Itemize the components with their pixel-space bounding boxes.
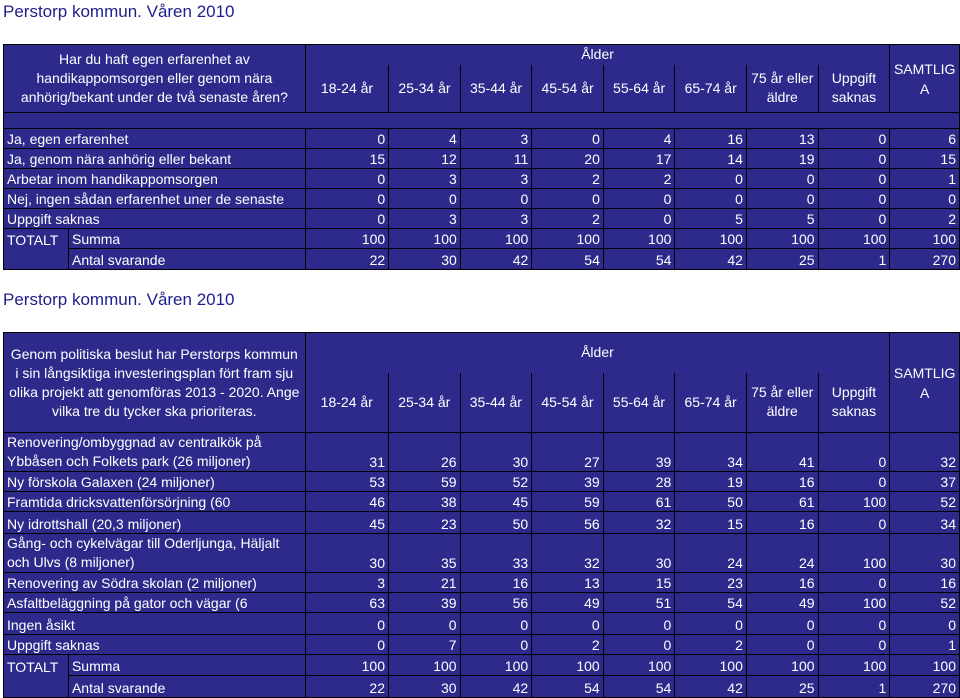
value-cell: 0 — [603, 613, 675, 635]
value-cell: 4 — [603, 129, 675, 149]
table-row — [4, 189, 960, 209]
summa-value: 100 — [532, 655, 604, 676]
value-cell: 0 — [818, 149, 890, 169]
value-cell: 17 — [603, 149, 675, 169]
value-cell: 13 — [746, 129, 818, 149]
row-label: Ny förskola Galaxen (24 miljoner) — [4, 472, 306, 492]
value-cell: 0 — [746, 169, 818, 189]
age-column-header: 65-74 år — [675, 65, 747, 113]
value-cell: 0 — [460, 635, 532, 655]
antal-value: 270 — [890, 676, 960, 698]
antal-value: 22 — [305, 676, 388, 698]
row-label: Renovering av Södra skolan (2 miljoner) — [4, 573, 306, 593]
summa-row — [4, 655, 960, 676]
table-row — [4, 472, 960, 492]
antal-row — [4, 249, 960, 270]
value-cell: 0 — [675, 189, 747, 209]
antal-value: 54 — [532, 676, 604, 698]
row-label: Asfaltbeläggning på gator och vägar (6 — [4, 593, 306, 613]
value-cell: 56 — [460, 593, 532, 613]
value-cell: 46 — [305, 492, 388, 512]
row-label: Gång- och cykelvägar till Oderljunga, Häljalt och Ulvs (8 miljoner) — [4, 534, 306, 573]
value-cell: 1 — [890, 635, 960, 655]
value-cell: 0 — [890, 613, 960, 635]
summa-value: 100 — [675, 655, 747, 676]
value-cell: 59 — [388, 472, 460, 492]
page-title-2: Perstorp kommun. Våren 2010 — [3, 290, 235, 309]
value-cell: 5 — [675, 209, 747, 229]
value-cell: 0 — [460, 613, 532, 635]
antal-value: 1 — [818, 676, 890, 698]
value-cell: 20 — [532, 149, 604, 169]
age-column-header: 55-64 år — [603, 373, 675, 433]
table-row — [4, 149, 960, 169]
row-label: Uppgift saknas — [4, 209, 306, 229]
row-label: Renovering/ombyggnad av centralkök på Ybbåsen och Folkets park (26 miljoner) — [4, 433, 306, 472]
value-cell: 38 — [388, 492, 460, 512]
age-column-header: 18-24 år — [305, 65, 388, 113]
antal-value: 42 — [460, 249, 532, 270]
value-cell: 0 — [818, 129, 890, 149]
table-row — [4, 433, 960, 472]
value-cell: 49 — [746, 593, 818, 613]
value-cell: 59 — [532, 492, 604, 512]
age-column-header: 35-44 år — [460, 373, 532, 433]
value-cell: 30 — [890, 534, 960, 573]
row-label: Ja, genom nära anhörig eller bekant — [4, 149, 306, 169]
summa-value: 100 — [460, 229, 532, 249]
value-cell: 53 — [305, 472, 388, 492]
age-column-header: 75 år eller äldre — [746, 65, 818, 113]
value-cell: 16 — [460, 573, 532, 593]
value-cell: 0 — [746, 613, 818, 635]
age-column-header: Uppgift saknas — [818, 65, 890, 113]
value-cell: 52 — [460, 472, 532, 492]
value-cell: 23 — [388, 512, 460, 534]
table-row — [4, 492, 960, 512]
value-cell: 3 — [389, 169, 461, 189]
value-cell: 52 — [890, 492, 960, 512]
value-cell: 2 — [675, 635, 747, 655]
antal-value: 42 — [675, 249, 747, 270]
value-cell: 0 — [532, 613, 604, 635]
value-cell: 49 — [532, 593, 604, 613]
value-cell: 0 — [818, 573, 890, 593]
antal-value: 42 — [675, 676, 747, 698]
value-cell: 34 — [675, 433, 747, 472]
value-cell: 3 — [305, 573, 388, 593]
summa-value: 100 — [818, 655, 890, 676]
antal-value: 30 — [388, 676, 460, 698]
value-cell: 12 — [389, 149, 461, 169]
value-cell: 50 — [675, 492, 747, 512]
antal-value: 42 — [460, 676, 532, 698]
table-row — [4, 534, 960, 573]
row-label: Uppgift saknas — [4, 635, 306, 655]
summa-value: 100 — [890, 655, 960, 676]
priorities-table — [3, 332, 960, 698]
value-cell: 0 — [818, 635, 890, 655]
totalt-label: TOTALT — [4, 229, 69, 249]
antal-value: 22 — [305, 249, 388, 270]
total-header: SAMTLIGA — [890, 333, 960, 433]
value-cell: 19 — [746, 149, 818, 169]
value-cell: 24 — [746, 534, 818, 573]
value-cell: 0 — [460, 189, 532, 209]
age-column-header: 18-24 år — [305, 373, 388, 433]
age-column-header: 55-64 år — [603, 65, 675, 113]
table-row — [4, 593, 960, 613]
value-cell: 0 — [305, 209, 388, 229]
summa-value: 100 — [305, 655, 388, 676]
value-cell: 30 — [603, 534, 675, 573]
value-cell: 0 — [389, 189, 461, 209]
value-cell: 2 — [890, 209, 960, 229]
value-cell: 13 — [532, 573, 604, 593]
value-cell: 0 — [818, 613, 890, 635]
value-cell: 16 — [890, 573, 960, 593]
value-cell: 0 — [746, 635, 818, 655]
age-group-header: Ålder — [305, 45, 890, 65]
summa-value: 100 — [603, 229, 675, 249]
antal-value: 270 — [890, 249, 960, 270]
age-column-header: 25-34 år — [389, 65, 461, 113]
value-cell: 31 — [305, 433, 388, 472]
table-row — [4, 613, 960, 635]
table-row — [4, 169, 960, 189]
value-cell: 0 — [603, 635, 675, 655]
age-column-header: 45-54 år — [532, 65, 604, 113]
value-cell: 41 — [746, 433, 818, 472]
value-cell: 5 — [746, 209, 818, 229]
value-cell: 35 — [388, 534, 460, 573]
row-label: Framtida dricksvattenförsörjning (60 — [4, 492, 306, 512]
value-cell: 21 — [388, 573, 460, 593]
value-cell: 11 — [460, 149, 532, 169]
value-cell: 2 — [532, 635, 604, 655]
summa-value: 100 — [603, 655, 675, 676]
value-cell: 0 — [818, 433, 890, 472]
summa-label: Summa — [68, 655, 305, 676]
value-cell: 100 — [818, 492, 890, 512]
value-cell: 0 — [818, 512, 890, 534]
age-column-header: 65-74 år — [675, 373, 747, 433]
value-cell: 28 — [603, 472, 675, 492]
value-cell: 0 — [305, 613, 388, 635]
question-cell: Har du haft egen erfarenhet av handikappomsorgen eller genom nära anhörig/bekant under de två senaste åren? — [4, 45, 306, 113]
value-cell: 61 — [603, 492, 675, 512]
question-cell: Genom politiska beslut har Perstorps kommun i sin långsiktiga investeringsplan fört fram sju olika projekt att genomföras 2013 - 2020. Ange vilka tre du tycker ska prioriteras. — [4, 333, 306, 433]
value-cell: 51 — [603, 593, 675, 613]
summa-value: 100 — [818, 229, 890, 249]
value-cell: 0 — [818, 189, 890, 209]
value-cell: 3 — [460, 169, 532, 189]
value-cell: 100 — [818, 534, 890, 573]
value-cell: 0 — [388, 613, 460, 635]
row-label: Ingen åsikt — [4, 613, 306, 635]
value-cell: 0 — [532, 189, 604, 209]
value-cell: 32 — [603, 512, 675, 534]
value-cell: 7 — [388, 635, 460, 655]
summa-value: 100 — [890, 229, 960, 249]
value-cell: 0 — [890, 189, 960, 209]
value-cell: 0 — [532, 129, 604, 149]
age-column-header: 25-34 år — [388, 373, 460, 433]
table-row — [4, 573, 960, 593]
value-cell: 50 — [460, 512, 532, 534]
value-cell: 0 — [746, 189, 818, 209]
value-cell: 3 — [460, 129, 532, 149]
value-cell: 15 — [603, 573, 675, 593]
value-cell: 30 — [305, 534, 388, 573]
value-cell: 0 — [818, 472, 890, 492]
total-header: SAMTLIGA — [890, 45, 960, 113]
value-cell: 16 — [675, 129, 747, 149]
value-cell: 45 — [305, 512, 388, 534]
page-title-1: Perstorp kommun. Våren 2010 — [3, 2, 235, 21]
value-cell: 39 — [532, 472, 604, 492]
row-label: Ny idrottshall (20,3 miljoner) — [4, 512, 306, 534]
antal-label: Antal svarande — [68, 676, 305, 698]
value-cell: 0 — [675, 613, 747, 635]
summa-value: 100 — [305, 229, 388, 249]
value-cell: 27 — [532, 433, 604, 472]
value-cell: 0 — [603, 209, 675, 229]
summa-value: 100 — [746, 655, 818, 676]
antal-value: 1 — [818, 249, 890, 270]
value-cell: 39 — [388, 593, 460, 613]
value-cell: 61 — [746, 492, 818, 512]
value-cell: 6 — [890, 129, 960, 149]
value-cell: 56 — [532, 512, 604, 534]
antal-value: 25 — [746, 249, 818, 270]
summa-value: 100 — [532, 229, 604, 249]
summa-value: 100 — [675, 229, 747, 249]
value-cell: 15 — [890, 149, 960, 169]
value-cell: 37 — [890, 472, 960, 492]
value-cell: 3 — [460, 209, 532, 229]
value-cell: 32 — [532, 534, 604, 573]
antal-label: Antal svarande — [68, 249, 305, 270]
value-cell: 23 — [675, 573, 747, 593]
value-cell: 24 — [675, 534, 747, 573]
value-cell: 1 — [890, 169, 960, 189]
row-label: Arbetar inom handikappomsorgen — [4, 169, 306, 189]
summa-value: 100 — [388, 655, 460, 676]
value-cell: 39 — [603, 433, 675, 472]
totalt-spacer — [4, 249, 69, 270]
value-cell: 0 — [305, 189, 388, 209]
table-row — [4, 512, 960, 534]
summa-value: 100 — [746, 229, 818, 249]
table-row — [4, 209, 960, 229]
value-cell: 15 — [305, 149, 388, 169]
value-cell: 15 — [675, 512, 747, 534]
summa-value: 100 — [389, 229, 461, 249]
summa-value: 100 — [460, 655, 532, 676]
age-column-header: 45-54 år — [532, 373, 604, 433]
value-cell: 16 — [746, 573, 818, 593]
row-label: Nej, ingen sådan erfarenhet uner de senaste — [4, 189, 306, 209]
value-cell: 0 — [305, 635, 388, 655]
summa-row — [4, 229, 960, 249]
experience-table — [3, 44, 960, 270]
age-column-header: 35-44 år — [460, 65, 532, 113]
value-cell: 2 — [532, 169, 604, 189]
value-cell: 34 — [890, 512, 960, 534]
value-cell: 100 — [818, 593, 890, 613]
value-cell: 14 — [675, 149, 747, 169]
antal-value: 30 — [389, 249, 461, 270]
value-cell: 0 — [818, 209, 890, 229]
age-column-header: 75 år eller äldre — [746, 373, 818, 433]
row-label: Ja, egen erfarenhet — [4, 129, 306, 149]
antal-value: 54 — [603, 249, 675, 270]
table-row — [4, 129, 960, 149]
value-cell: 2 — [603, 169, 675, 189]
antal-value: 54 — [603, 676, 675, 698]
value-cell: 33 — [460, 534, 532, 573]
value-cell: 16 — [746, 512, 818, 534]
antal-value: 54 — [532, 249, 604, 270]
totalt-spacer — [4, 676, 69, 698]
value-cell: 32 — [890, 433, 960, 472]
value-cell: 16 — [746, 472, 818, 492]
summa-label: Summa — [68, 229, 305, 249]
value-cell: 0 — [305, 169, 388, 189]
table-row — [4, 635, 960, 655]
value-cell: 4 — [389, 129, 461, 149]
value-cell: 0 — [603, 189, 675, 209]
value-cell: 0 — [305, 129, 388, 149]
value-cell: 45 — [460, 492, 532, 512]
value-cell: 26 — [388, 433, 460, 472]
value-cell: 30 — [460, 433, 532, 472]
age-group-header: Ålder — [305, 333, 890, 373]
value-cell: 0 — [675, 169, 747, 189]
antal-value: 25 — [746, 676, 818, 698]
antal-row — [4, 676, 960, 698]
value-cell: 63 — [305, 593, 388, 613]
age-column-header: Uppgift saknas — [818, 373, 890, 433]
value-cell: 0 — [818, 169, 890, 189]
value-cell: 19 — [675, 472, 747, 492]
value-cell: 54 — [675, 593, 747, 613]
value-cell: 52 — [890, 593, 960, 613]
value-cell: 3 — [389, 209, 461, 229]
totalt-label: TOTALT — [4, 655, 69, 676]
value-cell: 2 — [532, 209, 604, 229]
